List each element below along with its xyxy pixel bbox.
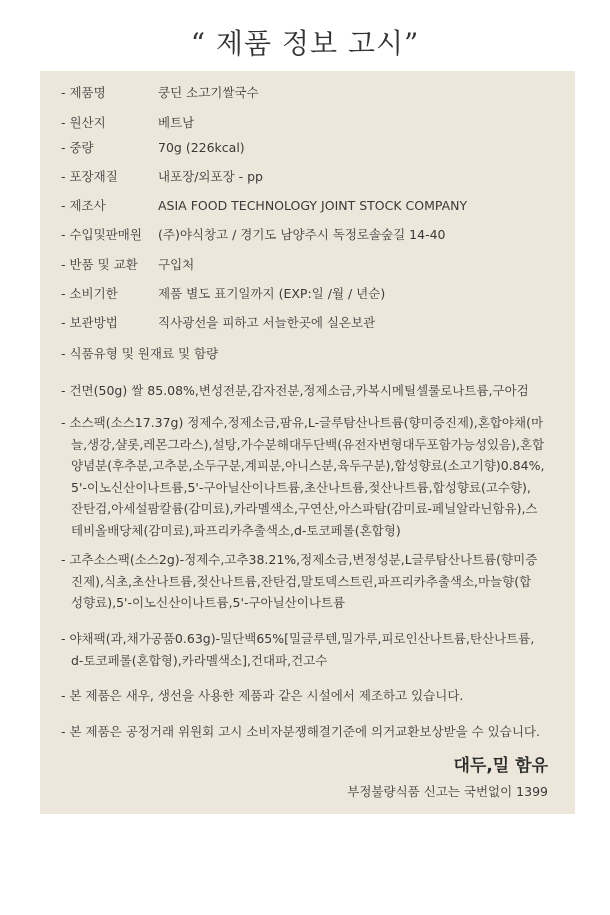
compensation-notice: - 본 제품은 공정거래 위원회 고시 소비자분쟁해결기준에 의거교환보상받을 수 있습니다.: [61, 724, 540, 739]
facility-notice: - 본 제품은 새우, 생선을 사용한 제품과 같은 시설에서 제조하고 있습니다.: [61, 688, 464, 703]
paragraph-line: - 소스팩(소스17.37g) 정제수,정제소금,팜유,L-글루탐산나트륨(향미증진제),혼합야채(마: [61, 415, 544, 430]
info-label: - 반품 및 교환: [61, 257, 138, 272]
info-row-product-name: [61, 85, 259, 101]
info-label: - 소비기한: [61, 286, 118, 301]
info-row-origin: [61, 115, 195, 131]
info-label: - 포장재질: [61, 169, 118, 184]
paragraph-line: 5'-이노신산이나트륨,5'-구아닐산이나트륨,초산나트륨,젖산나트륨,합성향료(고수향),: [71, 479, 531, 495]
info-value: 구입처: [158, 257, 195, 272]
report-hotline: 부정불량식품 신고는 국번없이 1399: [347, 784, 548, 799]
info-value: ASIA FOOD TECHNOLOGY JOINT STOCK COMPANY: [158, 198, 468, 213]
info-label: - 중량: [61, 140, 94, 155]
paragraph-line: - 건면(50g) 쌀 85.08%,변성전분,감자전분,정제소금,카복시메틸셀룰로나트륨,구아검: [61, 383, 529, 398]
paragraph-line: 성향료),5'-이노신산이나트륨,5'-구아닐산이나트륨: [71, 595, 346, 610]
sauce-pack-ingredients: [61, 412, 561, 541]
paragraph-line: 양념분(후추분,고추분,소두구분,계피분,아니스분,육두구분),합성향료(소고기향)0.84%,: [71, 458, 545, 473]
veg-pack-ingredients: [61, 628, 561, 671]
paragraph-line: - 야채팩(과,채가공품0.63g)-밀단백65%[밀글루텐,밀가루,피로인산나트륨,탄산나트륨,: [61, 631, 535, 646]
paragraph-line: d-토코페롤(혼합형),카라멜색소],건대파,건고수: [71, 652, 328, 668]
info-label: - 제품명: [61, 85, 106, 100]
paragraph-line: 진제),식초,초산나트륨,젖산나트륨,잔탄검,말토덱스트린,파프리카추출색소,마늘향(합: [71, 573, 532, 589]
paragraph-line: - 고추소스팩(소스2g)-정제수,고추38.21%,정제소금,변정성분,L글루탐산나트륨(향미증: [61, 552, 538, 567]
info-value: 베트남: [158, 115, 195, 130]
info-value: 70g (226kcal): [158, 140, 245, 155]
info-value: 제품 별도 표기일까지 (EXP:일 /월 / 년순): [158, 286, 386, 301]
allergy-warning: 대두,밀 함유: [453, 756, 548, 776]
food-type-heading: - 식품유형 및 원재료 및 함량: [61, 346, 219, 361]
noodle-ingredients: [61, 380, 561, 402]
info-value: 쿵딘 소고기쌀국수: [158, 85, 259, 100]
info-row-packaging: [61, 169, 263, 185]
paragraph-line: 잔탄검,아세설팜칼륨(감미료),카라멜색소,구연산,아스파탐(감미료-페닐알라닌함유),스: [71, 501, 538, 516]
info-row-returns: [61, 257, 195, 273]
info-value: (주)야식창고 / 경기도 남양주시 독정로솔숲길 14-40: [158, 227, 446, 242]
info-value: 직사광선을 피하고 서늘한곳에 실온보관: [158, 315, 376, 330]
info-row-storage: [61, 315, 376, 331]
info-label: - 보관방법: [61, 315, 118, 330]
info-label: - 제조사: [61, 198, 106, 213]
info-value: 내포장/외포장 - pp: [158, 169, 263, 184]
info-row-importer: [61, 227, 446, 243]
paragraph-line: 늘,생강,샬롯,레몬그라스),설탕,가수분해대두단백(유전자변형대두포함가능성있음),혼합: [71, 436, 545, 452]
info-label: - 수입및판매원: [61, 227, 142, 242]
page-title: “ 제품 정보 고시”: [190, 27, 420, 60]
paragraph-line: 테비올배당체(감미료),파프리카추출색소,d-토코페롤(혼합형): [71, 522, 401, 538]
info-row-expiry: [61, 286, 386, 302]
info-row-weight: [61, 140, 245, 156]
info-row-manufacturer: [61, 198, 468, 214]
info-label: - 원산지: [61, 115, 106, 130]
chili-pack-ingredients: [61, 549, 561, 614]
